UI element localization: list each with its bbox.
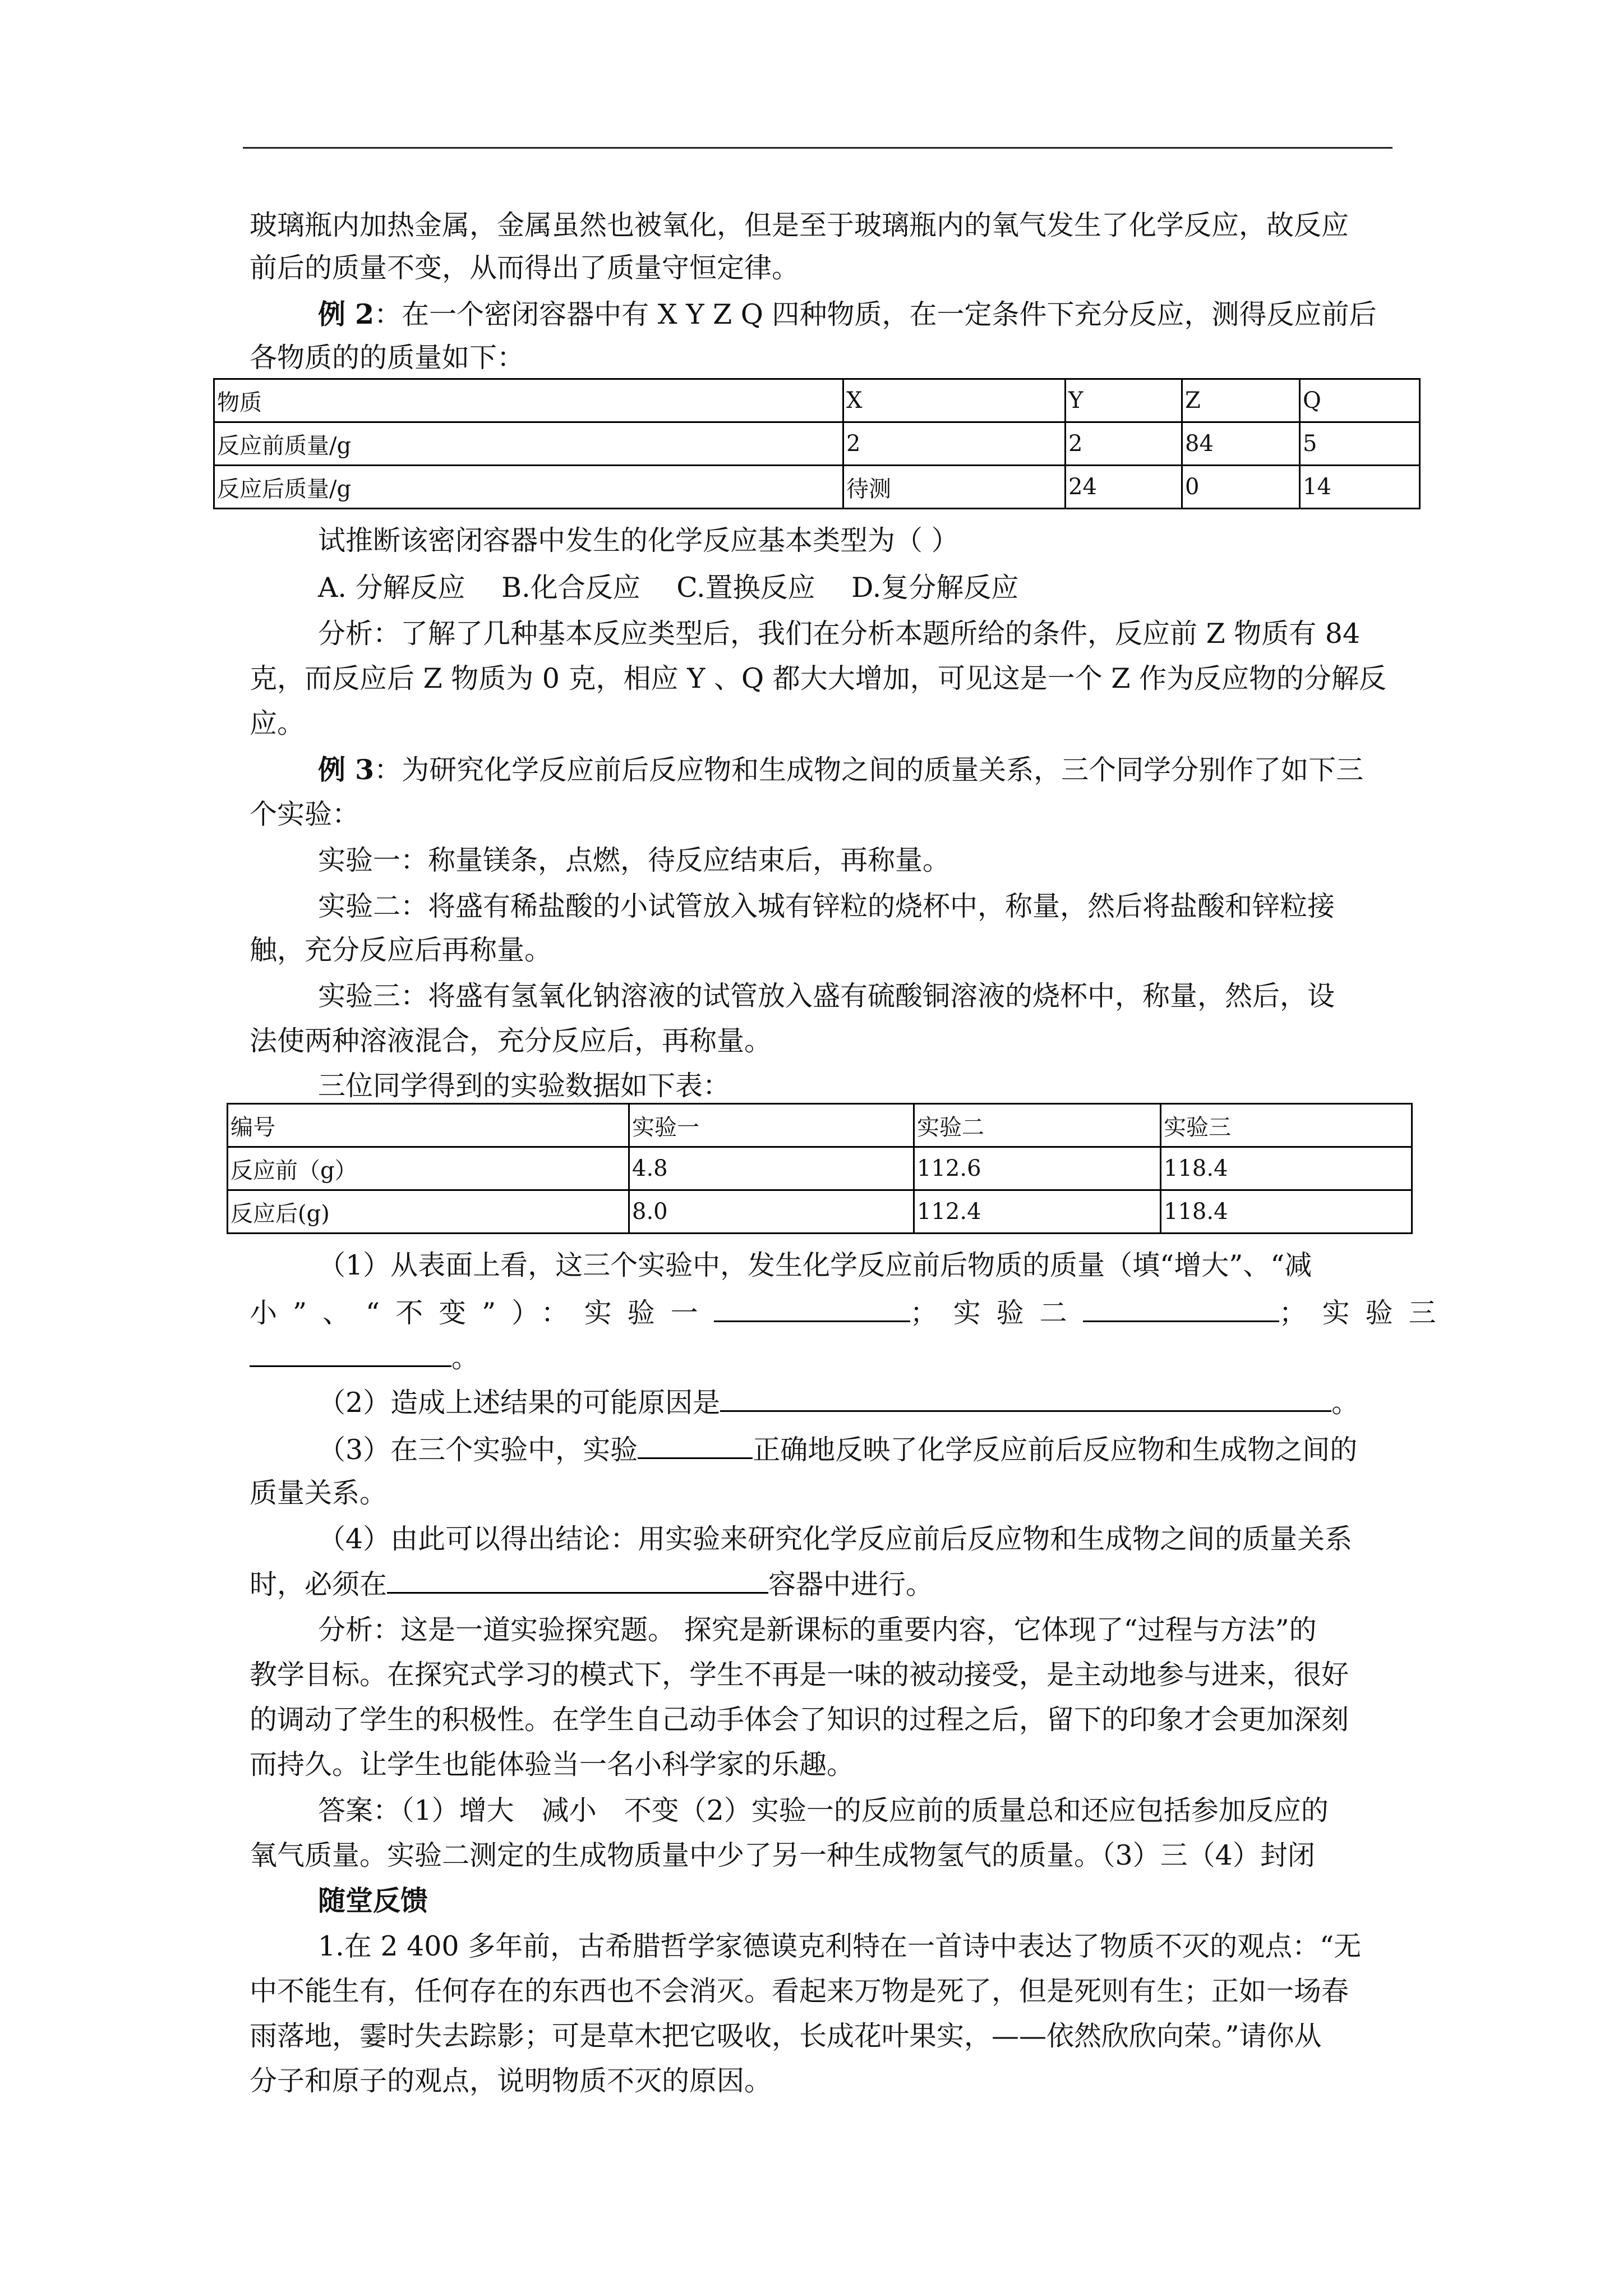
question-3-b: 质量关系。 — [250, 1477, 388, 1509]
example3-answer-2: 氧气质量。实验二测定的生成物质量中少了另一种生成物氢气的质量。（3）三（4）封闭 — [250, 1839, 1315, 1871]
table-cell: 实验二 — [914, 1104, 1161, 1147]
example3-analysis-1: 分析：这是一道实验探究题。 探究是新课标的重要内容，它体现了“过程与方法”的 — [318, 1614, 1317, 1646]
table-cell: 112.6 — [914, 1147, 1161, 1190]
table-cell: 反应后质量/g — [214, 466, 843, 509]
table-cell: Q — [1300, 379, 1420, 422]
answer-blank-4[interactable] — [720, 1386, 1331, 1412]
header-rule — [243, 147, 1393, 149]
example2-line-2: 各物质的的质量如下： — [250, 342, 525, 374]
example2-text-1: ：在一个密闭容器中有 X Y Z Q 四种物质，在一定条件下充分反应，测得反应前后 — [374, 298, 1377, 330]
table-header-row — [228, 1104, 1412, 1147]
example2-label: 例 2 — [318, 298, 375, 330]
question-1-a: （1）从表面上看，这三个实验中，发生化学反应前后物质的质量（填“增大”、“减 — [318, 1249, 1312, 1281]
question-1-text-2: ；实验二 — [910, 1297, 1083, 1329]
example2-question: 试推断该密闭容器中发生的化学反应基本类型为（ ） — [318, 524, 959, 556]
question-1-text-3: ；实验三 — [1279, 1297, 1452, 1329]
example3-analysis-2: 教学目标。在探究式学习的模式下，学生不再是一味的被动接受，是主动地参与进来，很好 — [250, 1659, 1349, 1691]
question-1-c — [250, 1341, 479, 1375]
question-4-b — [250, 1567, 933, 1602]
example3-line-2: 个实验： — [250, 798, 360, 830]
question-2 — [318, 1386, 1359, 1420]
example2-analysis-2: 克，而反应后 Z 物质为 0 克，相应 Y 、Q 都大大增加，可见这是一个 Z 作为反应物的分解反 — [250, 662, 1386, 694]
answer-blank-6[interactable] — [387, 1567, 768, 1594]
example2-options: A. 分解反应 B.化合反应 C.置换反应 D.复分解反应 — [318, 572, 1019, 604]
table-cell: 14 — [1300, 466, 1420, 509]
table-cell: 实验三 — [1161, 1104, 1412, 1147]
example3-analysis-3: 的调动了学生的积极性。在学生自己动手体会了知识的过程之后，留下的印象才会更加深刻 — [250, 1704, 1349, 1736]
feedback-line-1: 1.在 2 400 多年前，古希腊哲学家德谟克利特在一首诗中表达了物质不灭的观点：“无 — [318, 1930, 1362, 1962]
example2-analysis-1: 分析：了解了几种基本反应类型后，我们在分析本题所给的条件，反应前 Z 物质有 84 — [318, 618, 1361, 650]
table-intro: 三位同学得到的实验数据如下表： — [318, 1070, 731, 1102]
table-cell: 编号 — [228, 1104, 629, 1147]
feedback-line-2: 中不能生有，任何存在的东西也不会消灭。看起来万物是死了，但是死则有生；正如一场春 — [250, 1975, 1349, 2007]
intro-line-1: 玻璃瓶内加热金属，金属虽然也被氧化，但是至于玻璃瓶内的氧气发生了化学反应，故反应 — [250, 209, 1349, 241]
question-2-end: 。 — [1331, 1387, 1359, 1419]
question-1-text-1: 小”、“不变”）：实验一 — [250, 1297, 714, 1329]
table-cell: 待测 — [843, 466, 1066, 509]
experiment-1: 实验一：称量镁条，点燃，待反应结束后，再称量。 — [318, 844, 951, 876]
table-cell: 4.8 — [629, 1147, 914, 1190]
question-4-a: （4）由此可以得出结论：用实验来研究化学反应前后反应物和生成物之间的质量关系 — [318, 1523, 1353, 1555]
table-cell: 8.0 — [629, 1190, 914, 1234]
feedback-heading: 随堂反馈 — [318, 1884, 428, 1917]
table-cell: 反应后(g) — [228, 1190, 629, 1234]
table-cell: 118.4 — [1161, 1147, 1412, 1190]
question-2-text: （2）造成上述结果的可能原因是 — [318, 1387, 721, 1419]
table-row — [214, 422, 1420, 466]
answer-blank-2[interactable] — [1083, 1296, 1279, 1322]
example2-line-1 — [318, 297, 1377, 332]
table-cell: 24 — [1066, 466, 1182, 509]
example3-text-1: ：为研究化学反应前后反应物和生成物之间的质量关系，三个同学分别作了如下三 — [374, 754, 1364, 786]
table-cell: 5 — [1300, 422, 1420, 466]
question-4-text-2: 容器中进行。 — [768, 1568, 934, 1600]
table-cell: Y — [1066, 379, 1182, 422]
feedback-line-3: 雨落地，霎时失去踪影；可是草木把它吸收，长成花叶果实，——依然欣欣向荣。”请你从 — [250, 2020, 1322, 2052]
question-1-end: 。 — [451, 1342, 479, 1374]
question-3-a — [318, 1433, 1357, 1467]
table-cell: 118.4 — [1161, 1190, 1412, 1234]
table-row — [214, 466, 1420, 509]
question-3-text-1: （3）在三个实验中，实验 — [318, 1434, 638, 1466]
table-row — [228, 1190, 1412, 1234]
feedback-line-4: 分子和原子的观点，说明物质不灭的原因。 — [250, 2065, 772, 2097]
experiment-3-a: 实验三：将盛有氢氧化钠溶液的试管放入盛有硫酸铜溶液的烧杯中，称量，然后，设 — [318, 980, 1335, 1012]
example3-table — [227, 1103, 1413, 1234]
table-cell: 2 — [843, 422, 1066, 466]
example3-analysis-4: 而持久。让学生也能体验当一名小科学家的乐趣。 — [250, 1749, 855, 1780]
intro-line-2: 前后的质量不变，从而得出了质量守恒定律。 — [250, 252, 800, 284]
table-row — [228, 1147, 1412, 1190]
table-cell: 112.4 — [914, 1190, 1161, 1234]
experiment-3-b: 法使两种溶液混合，充分反应后，再称量。 — [250, 1025, 772, 1057]
table-header-row — [214, 379, 1420, 422]
question-1-b — [250, 1296, 1452, 1330]
table-cell: 84 — [1182, 422, 1300, 466]
question-4-text-1: 时，必须在 — [250, 1568, 388, 1600]
example2-table — [213, 378, 1421, 509]
experiment-2-b: 触，充分反应后再称量。 — [250, 934, 552, 966]
experiment-2-a: 实验二：将盛有稀盐酸的小试管放入城有锌粒的烧杯中，称量，然后将盐酸和锌粒接 — [318, 890, 1335, 922]
table-cell: X — [843, 379, 1066, 422]
table-cell: 反应前（g） — [228, 1147, 629, 1190]
table-cell: 2 — [1066, 422, 1182, 466]
question-3-text-2: 正确地反映了化学反应前后反应物和生成物之间的 — [753, 1434, 1358, 1466]
table-cell: Z — [1182, 379, 1300, 422]
example3-label: 例 3 — [318, 753, 375, 786]
answer-blank-1[interactable] — [714, 1296, 910, 1322]
example2-analysis-3: 应。 — [250, 707, 305, 739]
answer-blank-3[interactable] — [250, 1341, 451, 1367]
example3-answer-1: 答案：（1）增大 减小 不变（2）实验一的反应前的质量总和还应包括参加反应的 — [318, 1795, 1329, 1826]
table-cell: 实验一 — [629, 1104, 914, 1147]
table-cell: 反应前质量/g — [214, 422, 843, 466]
table-cell: 0 — [1182, 466, 1300, 509]
answer-blank-5[interactable] — [638, 1433, 753, 1459]
table-cell: 物质 — [214, 379, 843, 422]
example3-line-1 — [318, 753, 1363, 787]
